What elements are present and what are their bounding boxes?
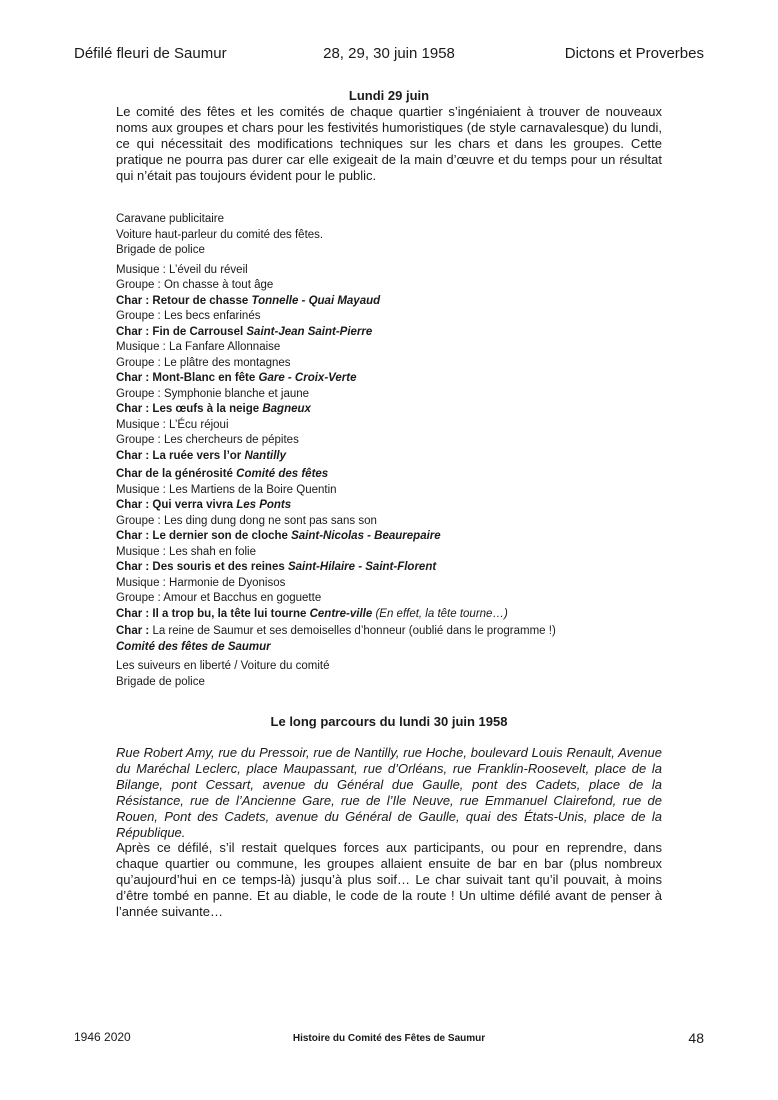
- procession-label: Char :: [116, 625, 150, 637]
- procession-text: Brigade de police: [116, 244, 205, 256]
- procession-item: [116, 449, 676, 465]
- procession-item: [116, 483, 676, 499]
- procession-item: [116, 387, 676, 403]
- procession-place: Centre-ville: [309, 607, 373, 620]
- procession-text: Musique : Harmonie de Dyonisos: [116, 576, 286, 589]
- procession-item: [116, 212, 676, 228]
- procession-text: Groupe : On chasse à tout âge: [116, 279, 274, 291]
- procession-place: Comité des fêtes: [236, 468, 329, 480]
- procession-item: [116, 607, 676, 623]
- procession-text: Musique : La Fanfare Allonnaise: [116, 341, 281, 353]
- procession-text: Groupe : Les becs enfarinés: [116, 310, 261, 322]
- closing-paragraph: Après ce défilé, s’il restait quelques forces aux participants, ou pour en reprendre, dans chaque quartier ou commune, les groupes allaient ensuite de bar en bar (plus nombreux qu’aujourd’hui en ce temps-là) jusqu’à plus soif… Le char suivait tant qu’il pouvait, à moins d’être tombé en panne. Et au diable, le code de la route ! Un ultime défilé avant de penser à l’année suivante…: [116, 840, 662, 919]
- procession-place: Nantilly: [244, 449, 287, 462]
- procession-item: [116, 356, 676, 372]
- procession-item: [116, 402, 676, 418]
- procession-item: [116, 418, 676, 434]
- procession-place: Saint-Hilaire - Saint-Florent: [287, 561, 437, 573]
- intro-paragraph: Le comité des fêtes et les comités de chaque quartier s’ingéniaient à trouver de nouveaux noms aux groupes et chars pour les festivités humoristiques (de style carnavalesque) du lundi, ce qui nécessitait des modifications techniques sur les chars et dans les groupes. Cette pratique ne pourra pas durer car elle exigeait de la main d’œuvre et du temps pour un résultat qui n’était pas toujours évident pour le public.: [116, 104, 662, 183]
- footer-title: Histoire du Comité des Fêtes de Saumur: [292, 1033, 486, 1044]
- section-title-monday: Lundi 29 juin: [348, 88, 430, 103]
- procession-item: [116, 591, 676, 607]
- procession-place: Tonnelle - Quai Mayaud: [251, 294, 381, 307]
- procession-place: Les Ponts: [236, 499, 292, 511]
- procession-item: [116, 263, 676, 279]
- procession-item: [116, 294, 676, 310]
- procession-label: Char : Le dernier son de cloche: [116, 530, 288, 542]
- route-paragraph: Rue Robert Amy, rue du Pressoir, rue de Nantilly, rue Hoche, boulevard Louis Renault, Avenue du Maréchal Leclerc, place Maupassant, rue d’Orléans, rue Franklin-Roosevelt, place de la Bilange, pont Cessart, avenue du Général due Gaulle, pont des Cadets, place de la Résistance, rue de l’Ancienne Gare, rue de l’Ile Neuve, rue Emmanuel Clairefond, rue de Rouen, Pont des Cadets, avenue du Général de Gaulle, quai des États-Unis, place de la République.: [116, 745, 662, 840]
- header-left: Défilé fleuri de Saumur: [74, 45, 227, 62]
- procession-item: [116, 659, 676, 675]
- procession-item: [116, 325, 676, 341]
- procession-text: Musique : L’éveil du réveil: [116, 263, 248, 276]
- procession-text: Voiture haut-parleur du comité des fêtes.: [116, 228, 324, 241]
- footer-years: 1946 2020: [74, 1030, 131, 1044]
- procession-label: Char : Fin de Carrousel: [116, 325, 244, 338]
- procession-label: Char de la générosité: [116, 468, 233, 480]
- procession-label: Char : Qui verra vivra: [116, 499, 233, 511]
- procession-text: Groupe : Amour et Bacchus en goguette: [116, 592, 322, 604]
- procession-text: Musique : L’Écu réjoui: [116, 418, 229, 431]
- procession-label: Char : Les œufs à la neige: [116, 403, 260, 415]
- procession-place: Saint-Jean Saint-Pierre: [246, 325, 373, 338]
- procession-item: [116, 545, 676, 561]
- procession-place: Bagneux: [262, 403, 311, 415]
- procession-place: Comité des fêtes de Saumur: [116, 640, 271, 653]
- procession-item: [116, 467, 676, 483]
- procession-item: [116, 640, 676, 656]
- procession-item: [116, 675, 676, 691]
- section-title-route: Le long parcours du lundi 30 juin 1958: [270, 714, 508, 729]
- procession-note: (En effet, la tête tourne…): [375, 607, 508, 620]
- procession-item: [116, 514, 676, 530]
- procession-text: La reine de Saumur et ses demoiselles d’honneur (oublié dans le programme !): [152, 625, 556, 637]
- procession-text: Groupe : Symphonie blanche et jaune: [116, 387, 310, 400]
- procession-text: Brigade de police: [116, 675, 205, 688]
- procession-item: [116, 560, 676, 576]
- procession-place: Gare - Croix-Verte: [258, 372, 357, 384]
- procession-item: [116, 278, 676, 294]
- procession-text: Les suiveurs en liberté / Voiture du comité: [116, 660, 330, 672]
- procession-label: Char : La ruée vers l’or: [116, 449, 242, 462]
- procession-item: [116, 529, 676, 545]
- procession-item: [116, 576, 676, 592]
- procession-text: Caravane publicitaire: [116, 213, 225, 225]
- procession-place: Saint-Nicolas - Beaurepaire: [291, 530, 441, 542]
- procession-item: [116, 371, 676, 387]
- procession-item: [116, 498, 676, 514]
- procession-item: [116, 243, 676, 259]
- procession-item: [116, 624, 676, 640]
- procession-label: Char : Retour de chasse: [116, 294, 249, 307]
- procession-item: [116, 228, 676, 244]
- header-right: Dictons et Proverbes: [564, 45, 704, 62]
- procession-item: [116, 309, 676, 325]
- procession-text: Musique : Les Martiens de la Boire Quentin: [116, 483, 337, 496]
- procession-text: Groupe : Les ding dung dong ne sont pas sans son: [116, 514, 377, 527]
- procession-label: Char : Des souris et des reines: [116, 561, 285, 573]
- procession-label: Char : Il a trop bu, la tête lui tourne: [116, 607, 307, 620]
- procession-text: Musique : Les shah en folie: [116, 545, 257, 558]
- procession-text: Groupe : Les chercheurs de pépites: [116, 434, 299, 446]
- procession-text: Groupe : Le plâtre des montagnes: [116, 356, 291, 369]
- header-date: 28, 29, 30 juin 1958: [323, 45, 455, 62]
- procession-item: [116, 340, 676, 356]
- procession-list: [116, 212, 676, 690]
- page-number: 48: [688, 1030, 704, 1046]
- procession-label: Char : Mont-Blanc en fête: [116, 372, 256, 384]
- procession-item: [116, 433, 676, 449]
